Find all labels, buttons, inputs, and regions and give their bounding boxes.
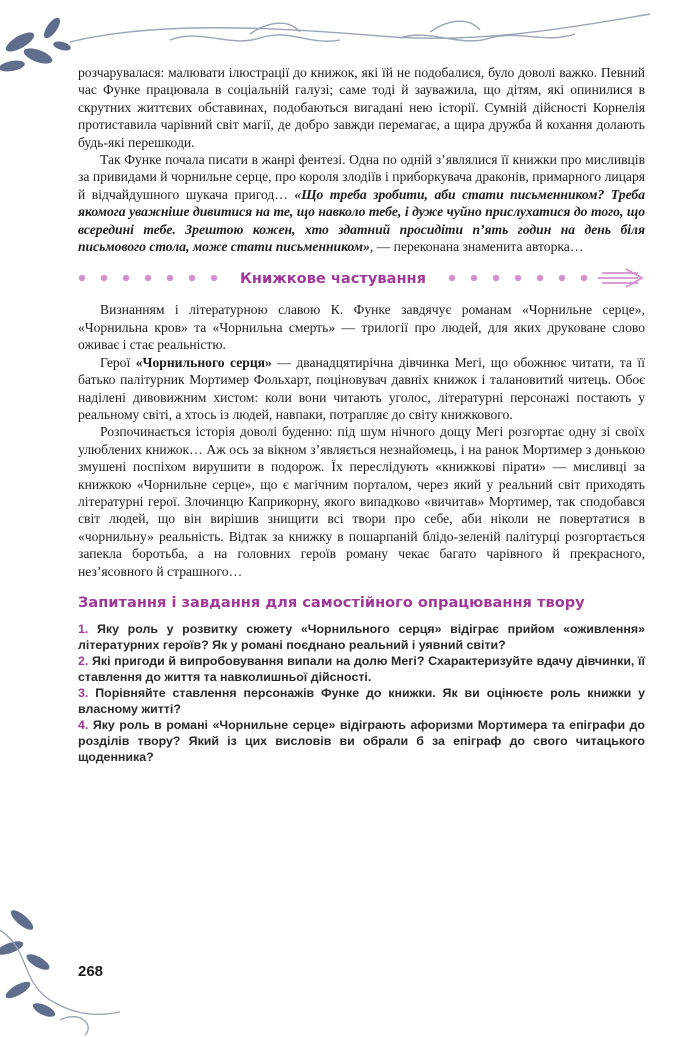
question-number: 3.	[78, 686, 89, 701]
paragraph-text: , — переконана знаменита авторка…	[369, 239, 584, 255]
book-title: «Чорнильного серця»	[135, 354, 272, 370]
bottom-ornament	[0, 900, 130, 1037]
paragraph: розчарувалася: малювати ілюстрації до книжок, які їй не подобалися, було доволі важко. Певний час Функе працювала в соціальній галузі; саме тоді й зауважила, що дітям, які опинилися в скрутних життєвих обставинах, подобаються вигадані нею історії. Сумній дійсності Корнелія протиставила чарівний світ магії, де добро завжди перемагає, а щира дружба й кохання долають будь-які перешкоди.	[78, 65, 645, 150]
paragraph	[78, 151, 645, 255]
section-header	[78, 267, 645, 291]
questions-list	[78, 621, 645, 765]
section-title: Книжкове частування	[240, 270, 427, 288]
question-number: 4.	[78, 718, 89, 733]
question-item	[78, 717, 645, 765]
question-text: Яку роль у розвитку сюжету «Чорнильного серця» відіграє прийом «оживлення» літературних героїв? Як у романі поєднано реальний і уявний світи?	[78, 622, 645, 653]
question-item	[78, 685, 645, 717]
author-quote: «Що треба зробити, аби стати письменником? Треба якомога уважніше дивитися на те, що навколо тебе, і дуже чуйно прислухатися до того, що всередині тебе. Зрештою кожен, хто здатний просидіти п’ять годин на день біля письмового стола, може стати письменником»	[78, 186, 646, 255]
paragraph	[78, 354, 645, 424]
questions-title: Запитання і завдання для самостійного опрацювання твору	[78, 593, 585, 611]
question-text: Яку роль в романі «Чорнильне серце» відіграють афоризми Мортимера та епіграфи до розділів твору? Який із цих висловів ви обрали б за епіграф до свого читацького щоденника?	[78, 718, 645, 765]
page-content	[78, 64, 645, 765]
question-text: Які пригоди й випробовування випали на долю Мегі? Схарактеризуйте вдачу дівчинки, її ставлення до життя та навколишньої дійсності.	[78, 654, 645, 685]
question-item	[78, 621, 645, 653]
question-number: 1.	[78, 622, 89, 637]
question-text: Порівняйте ставлення персонажів Функе до книжки. Як ви оцінюєте роль книжки у власному житті?	[78, 686, 645, 717]
question-number: 2.	[78, 654, 89, 669]
question-item	[78, 653, 645, 685]
paragraph: Визнанням і літературною славою К. Функе завдячує романам «Чорнильне серце», «Чорнильна кров» та «Чорнильна смерть» — трилогії про людей, для яких друковане слово оживає і стає реальністю.	[78, 302, 645, 353]
arrow-icon	[598, 267, 644, 289]
paragraph: Розпочинається історія доволі буденно: під шум нічного дощу Мегі розгортає одну зі своїх улюблених книжок… Аж ось за вікном з’являється незнайомець, і на ранок Мортимер з донькою змушені поспіхом вирушити в подорож. Їх переслідують «книжкові пірати» — мисливці за книжкою «Чорнильне серце», що є магічним порталом, через який у реальний світ приходять літературні герої. Злочинцю Каприкорну, якого випадково «вичитав» Мортимер, так сподобався світ людей, що він вирішив знищити всі твори про себе, аби ніколи не повертатися в «чорнильну» реальність. Відтак за книжку в пошарпаній блідо-зеленій палітурці розгортається запекла боротьба, а на головних героїв роману чекає багато чарівного й прекрасного, нез’ясовного й страшного…	[78, 424, 645, 579]
paragraph-text: Герої	[100, 354, 136, 370]
paragraph-text: — дванадцятирічна дівчинка Мегі, що обожнює читати, та її батько палітурник Мортимер Фольхарт, поціновувач давніх книжок і талановитий читець. Обоє наділені дивовижним хистом: коли вони читають уголос, літературні персонажі постають у реальному світі, а хтось із людей, навпаки, потрапляє до світу книжкового.	[78, 354, 645, 422]
page-number: 268	[78, 963, 104, 980]
dots-divider	[448, 273, 598, 283]
dots-divider	[78, 273, 238, 283]
paragraph-text: Так Функе почала писати в жанрі фентезі. Одна по одній з’являлися її книжки про мисливців за привидами й чорнильне серце, про короля злодіїв і приборкувача драконів, примарного лицаря й відчайдушного шукача пригод…	[78, 152, 645, 202]
